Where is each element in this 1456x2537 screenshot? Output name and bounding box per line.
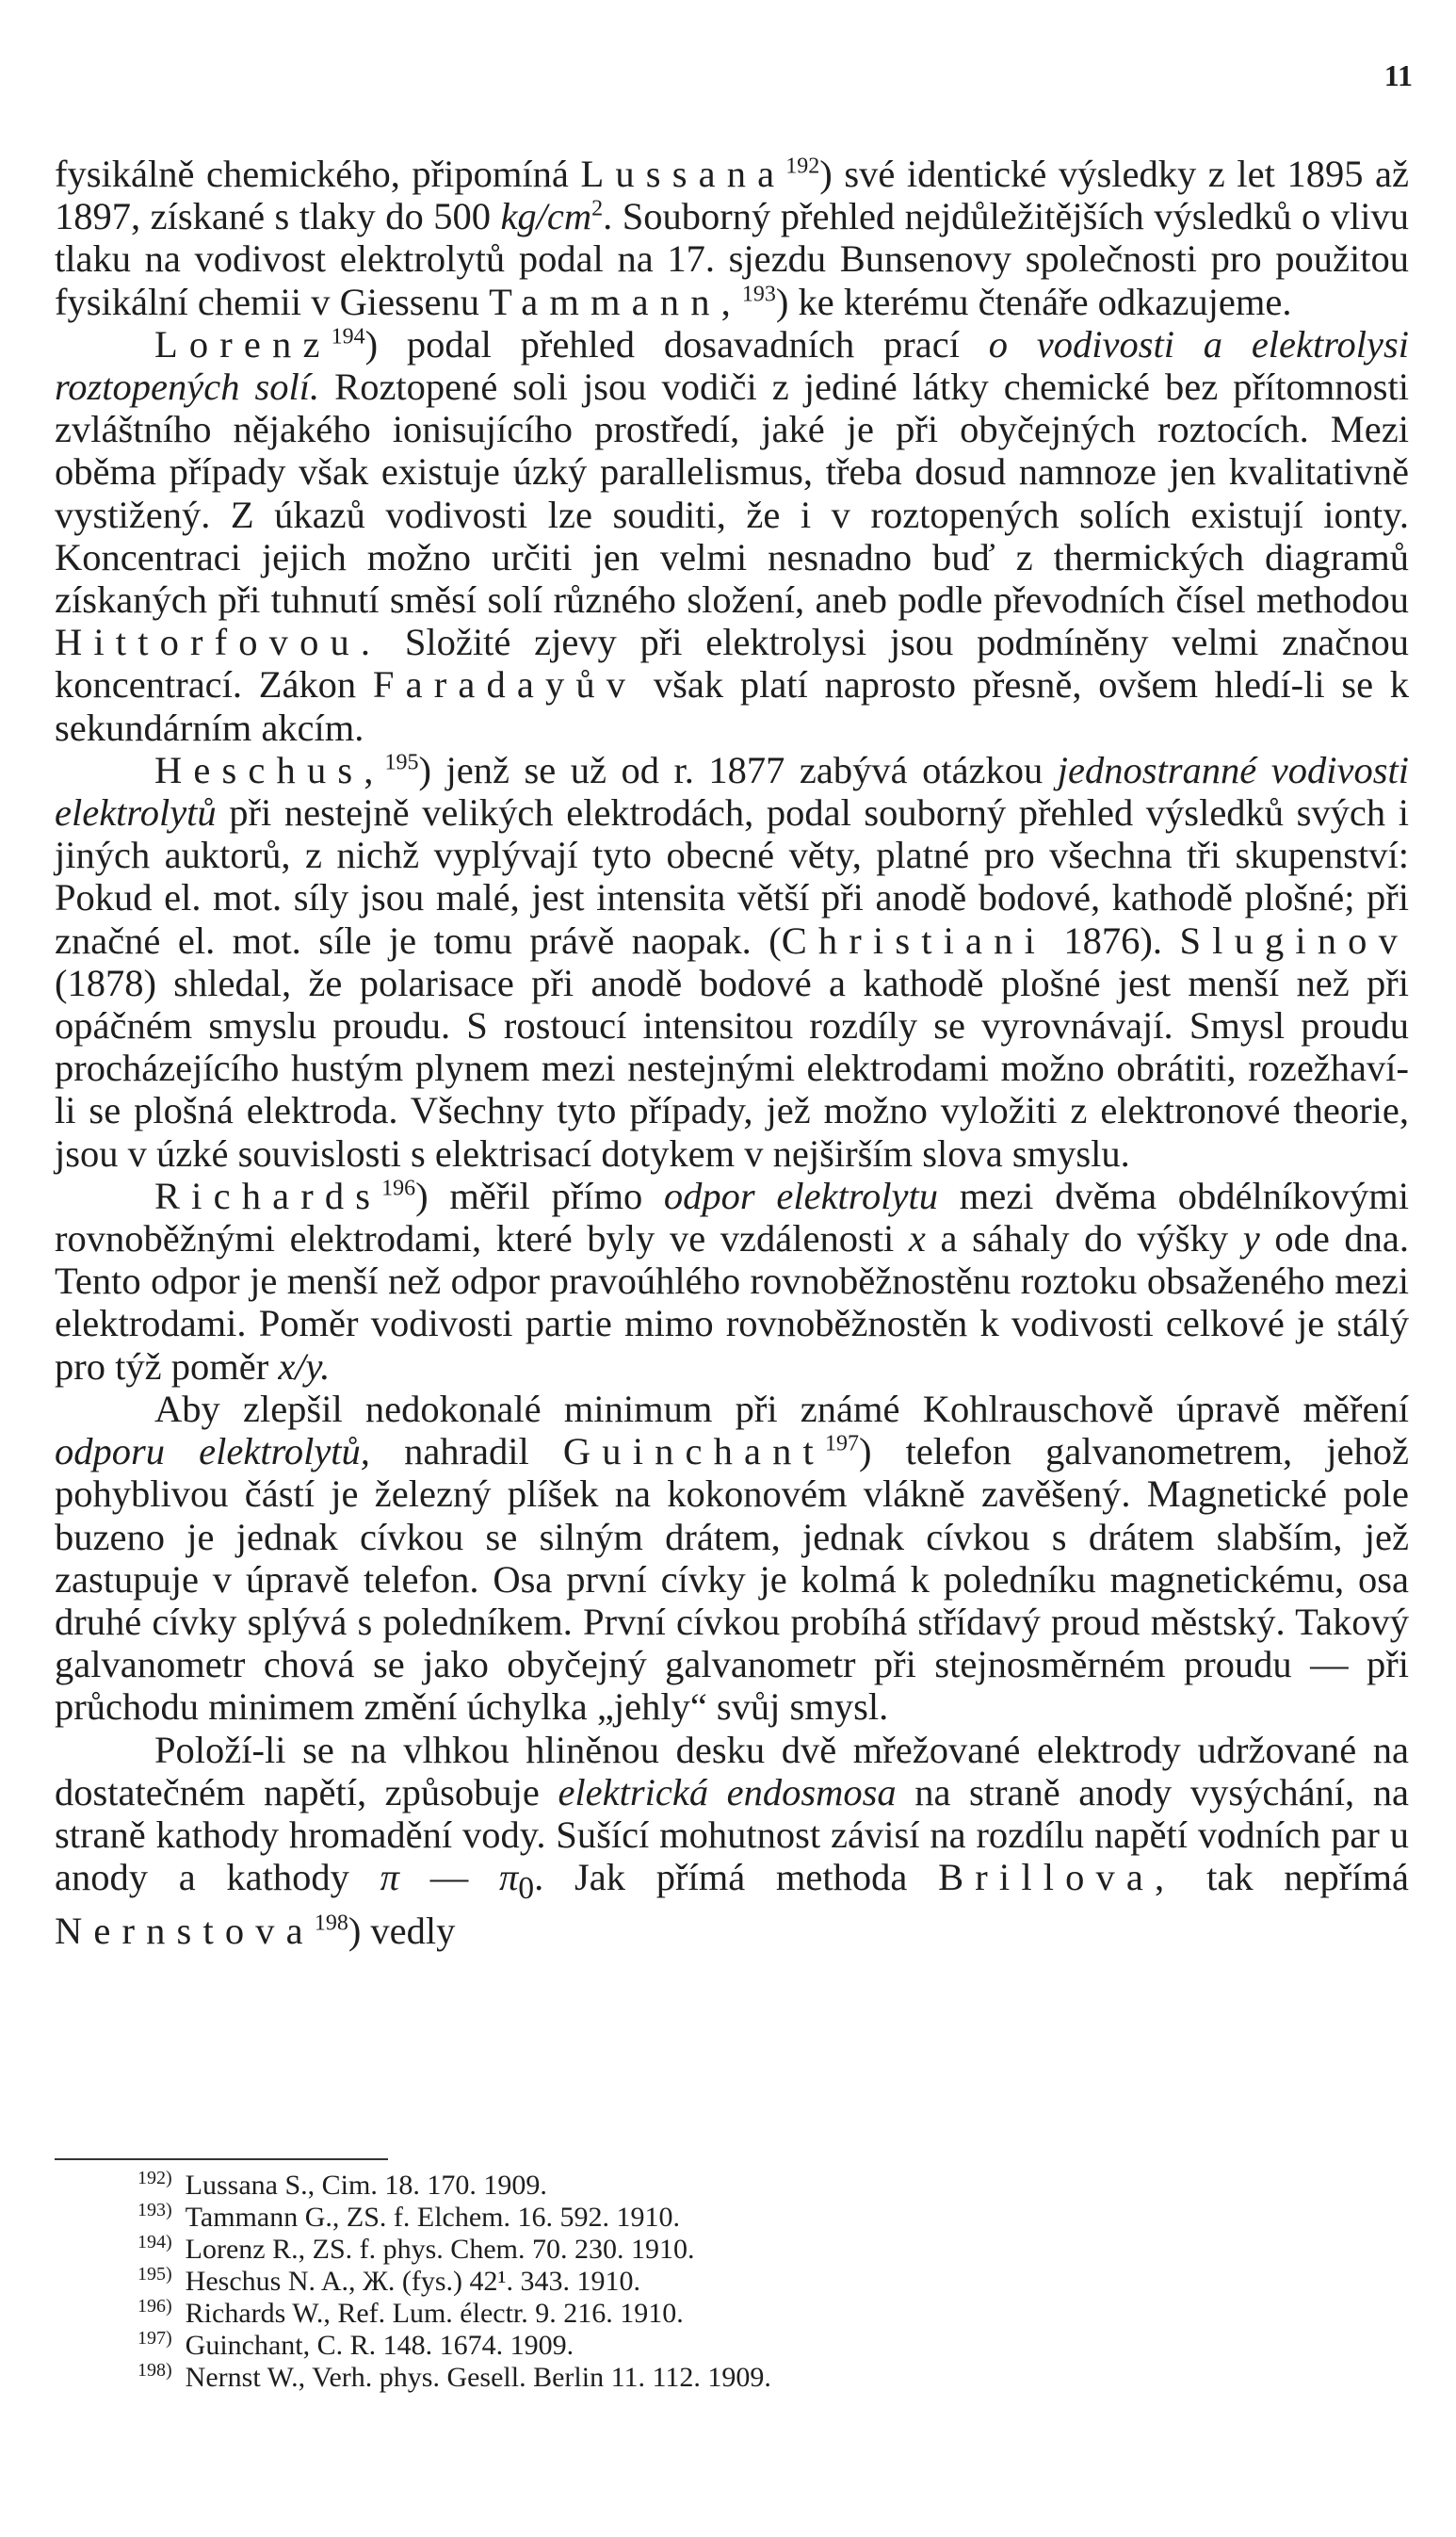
text-run: Aby zlepšil nedokonalé minimum při známé Kohlrauschově úpravě měření [154,1387,1409,1430]
italic-text: o vodivosti a elektrolysi roztopených solí. [55,322,1409,409]
italic-text: x [908,1217,926,1260]
footnotes [138,2170,1399,2394]
footnote-ref: 196 [381,1176,416,1201]
footnote-text: Nernst W., Verh. phys. Gesell. Berlin 11. 112. 1909. [185,2362,771,2393]
subscript: 0 [518,1871,535,1907]
paragraph [55,1729,1409,1953]
page-number: 11 [1383,58,1413,92]
text-run: Položí-li se na vlhkou hliněnou desku dvě mřežované elektrody udržované na dostatečném napětí, způsobuje [55,1728,1409,1813]
text-run: . Souborný přehled nejdůležitějších výsledků o vlivu tlaku na vodivost elektrolytů podal na 17. sjezdu Bunsenovy společnosti pro použitou fysikální chemii v Giessenu [55,195,1409,323]
spaced-name: Lorenz [154,322,332,366]
italic-text: y [1242,1217,1260,1260]
italic-text: jednostranné vodivosti elektrolytů [55,748,1409,835]
text-run: — [398,1856,499,1899]
text-run: ) své identické výsledky z let 1895 až 1897, získané s tlaky do 500 [55,153,1409,238]
italic-text: π [498,1856,519,1899]
paragraph [55,1388,1409,1729]
text-run: ) vedly [348,1910,456,1953]
text-run: nahradil [369,1430,563,1473]
text-run: ) jenž se už od r. 1877 zabývá otázkou [418,748,1058,791]
footnote [138,2330,1399,2362]
footnote-text: Tammann G., ZS. f. Elchem. 16. 592. 1910. [185,2202,680,2233]
text-run: ode dna. Tento odpor je menší než odpor pravoúhlého rovnoběžnostěnu roztoku obsaženého mezi elektrodami. Poměr vodivosti partie mimo rovnoběžnostěn k vodivosti celkové je stálý pro týž poměr [55,1217,1410,1388]
footnote-ref: 193 [741,282,776,307]
italic-text: kg/cm [500,195,592,238]
paragraph [55,1175,1409,1388]
text-run: ) podal přehled dosavadních prací [364,322,989,366]
spaced-name: Heschus, [154,748,385,791]
footnote-number: 198) [138,2360,172,2381]
text-run: Složité zjevy při elektrolysi jsou podmíněny velmi značnou koncentrací. Zákon [55,621,1409,707]
text-run: mezi dvěma obdélníkovými rovnoběžnými elektrodami, které byly ve vzdálenosti [55,1174,1409,1260]
footnote-text: Richards W., Ref. Lum. électr. 9. 216. 1910. [185,2298,684,2329]
spaced-name: Sluginov [1179,919,1409,962]
text-run: (1878) shledal, že polarisace při anodě bodové a kathodě plošné jest menší než při opáčném smyslu proudu. S rostoucí intensitou rozdíly se vyrovnávají. Smysl proudu procházejícího hustým plynem mezi nestejnými elektrodami možno obrátiti, rozežhaví-li se plošná elektroda. Všechny tyto případy, jež možno vyložiti z elektronové theorie, jsou v úzké souvislosti s elektrisací dotykem v nejširším slova smyslu. [55,961,1409,1175]
text-run: na straně anody vysýchání, na straně kathody hromadění vody. Sušící mohutnost závisí na rozdílu napětí vodních par u anody a kathody [55,1770,1409,1899]
footnote [138,2202,1399,2234]
text-run: . Jak přímá methoda [534,1856,939,1899]
spaced-name: Lussana [580,153,786,195]
footnote-divider [55,2158,388,2160]
footnote-number: 195) [138,2264,172,2285]
footnote [138,2298,1399,2330]
spaced-name: Tammann, [489,280,742,323]
spaced-name: Richards [154,1174,382,1217]
footnote [138,2234,1399,2266]
footnote-number: 192) [138,2168,172,2188]
spaced-name: Brillova, [938,1856,1176,1899]
italic-text: π [380,1856,399,1899]
footnote-ref: 192 [785,154,820,179]
text-run: však platí naprosto přesně, ovšem hledí-li se k sekundárním akcím. [55,663,1410,749]
footnote-text: Lussana S., Cim. 18. 170. 1909. [185,2170,547,2201]
paragraph [55,153,1409,323]
footnote-ref: 195 [384,750,419,775]
text-run: 1876). [1045,919,1180,962]
footnote [138,2170,1399,2202]
spaced-name: Guinchant [562,1430,825,1473]
text-run: fysikálně chemického, připomíná [55,153,581,195]
footnote-number: 194) [138,2232,172,2252]
italic-text: elektrická endosmosa [558,1770,897,1813]
paragraph [55,749,1409,1175]
text-run: při nestejně velikých elektrodách, podal souborný přehled výsledků svých i jiných auktorů, z nichž vyplývají tyto obecné věty, platné pro všechna tři skupenství: Pokud el. mot. síly jsou malé, jest intensita větší při anodě bodové, kathodě plošné; při značné el. mot. síle je tomu právě naopak. ( [55,791,1409,962]
spaced-name: Faradayův [372,663,638,707]
text-run: ) měřil přímo [415,1174,664,1217]
italic-text: odporu elektrolytů, [55,1430,370,1473]
footnote [138,2266,1399,2298]
footnote-number: 193) [138,2200,172,2220]
footnote-number: 197) [138,2328,172,2349]
text-run: Roztopené soli jsou vodiči z jediné látky chemické bez přítomnosti zvláštního nějakého ionisujícího prostředí, jaké je při obyčejných roztocích. Mezi oběma případy však existuje úzký parallelismus, třeba dosud namnoze jen kvalitativně vystižený. Z úkazů vodivosti lze souditi, že i v roztopených solích existují ionty. Koncentraci jejich možno určiti jen velmi nesnadno buď z thermických diagramů získaných při tuhnutí směsí solí různého složení, aneb podle převodních čísel methodou [55,366,1410,622]
footnote-text: Guinchant, C. R. 148. 1674. 1909. [185,2330,574,2361]
italic-text: odpor elektrolytu [663,1174,939,1217]
footnote-ref: 2 [591,196,604,221]
footnote-ref: 197 [824,1431,859,1456]
text-run: tak nepřímá [1175,1856,1409,1899]
body-text [55,153,1409,1953]
spaced-name: Nernstova [55,1910,315,1953]
text-run: a sáhaly do výšky [925,1217,1243,1260]
spaced-name: Christiani [781,919,1046,962]
text-run: ) telefon galvanometrem, jehož pohyblivou částí je železný plíšek na kokonovém vlákně zavěšený. Magnetické pole buzeno je jednak cívkou se silným drátem, jednak cívkou s drátem slabším, jež zastupuje v úpravě telefon. Osa první cívky je kolmá k poledníku magnetickému, osa druhé cívky splývá s poledníkem. První cívkou probíhá střídavý proud městský. Takový galvanometr chová se jako obyčejný galvanometr při stejnosměrném proudu — při průchodu minimem změní úchylka „jehly“ svůj smysl. [55,1430,1409,1729]
footnote [138,2362,1399,2394]
footnote-number: 196) [138,2296,172,2317]
paragraph [55,323,1409,749]
footnote-ref: 194 [331,324,365,350]
italic-text: x/y. [278,1344,331,1388]
spaced-name: Hittorfovou. [55,621,382,664]
footnote-text: Heschus N. A., Ж. (fys.) 42¹. 343. 1910. [185,2266,641,2297]
text-run: ) ke kterému čtenáře odkazujeme. [775,280,1292,323]
footnote-text: Lorenz R., ZS. f. phys. Chem. 70. 230. 1910. [185,2234,695,2265]
footnote-ref: 198 [314,1911,348,1936]
